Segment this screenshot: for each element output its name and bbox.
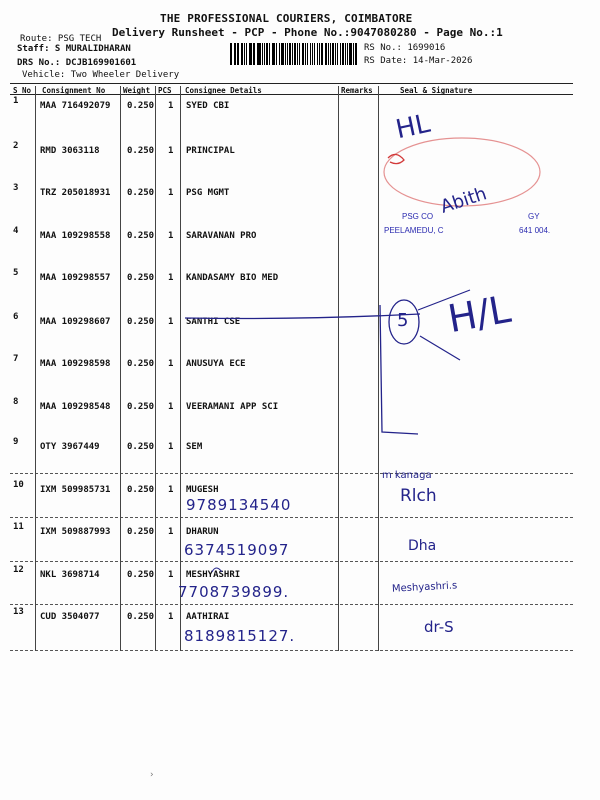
phone-row-10: 9789134540 (186, 496, 292, 514)
row-consignment-no: MAA 109298548 (40, 402, 111, 412)
row-consignee: PSG MGMT (186, 188, 230, 198)
col-sno: S No (13, 86, 32, 95)
row-consignee: SYED CBI (186, 101, 230, 111)
stamp-line-4: 641 004. (519, 226, 551, 235)
signature-row-13: dr-S (424, 618, 454, 636)
signature-row-10: Rlch (400, 486, 437, 506)
row-consignment-no: MAA 109298607 (40, 317, 111, 327)
vehicle-label: Vehicle: Two Wheeler Delivery (22, 70, 180, 80)
row-consignment-no: RMD 3063118 (40, 146, 100, 156)
col-remarks: Remarks (341, 86, 373, 95)
col-seal-signature: Seal & Signature (400, 86, 473, 95)
row-consignee: VEERAMANI APP SCI (186, 402, 279, 412)
row-sno: 12 (13, 565, 24, 575)
signature-hl-small: HL (393, 108, 433, 146)
rs-number: RS No.: 1699016 (364, 43, 446, 53)
route-label: Route: PSG TECH (20, 34, 102, 44)
row-sno: 11 (13, 522, 24, 532)
phone-row-11: 6374519097 (184, 541, 290, 559)
ink-curve (212, 568, 222, 572)
row-consignee: PRINCIPAL (186, 146, 235, 156)
row-sno: 3 (13, 183, 19, 193)
row-weight: 0.250 (127, 146, 155, 156)
row-weight: 0.250 (127, 101, 155, 111)
row-weight: 0.250 (127, 317, 155, 327)
row-weight: 0.250 (127, 442, 155, 452)
row-consignment-no: OTY 3967449 (40, 442, 100, 452)
strike-line (185, 314, 420, 319)
row-consignee: MESHYASHRI (186, 570, 241, 580)
row-sno: 13 (13, 607, 24, 617)
row-weight: 0.250 (127, 273, 155, 283)
row-weight: 0.250 (127, 485, 155, 495)
col-pcs: PCS (158, 86, 172, 95)
row-consignment-no: CUD 3504077 (40, 612, 100, 622)
row-pcs: 1 (168, 188, 174, 198)
row-consignment-no: MAA 109298557 (40, 273, 111, 283)
row-pcs: 1 (168, 527, 174, 537)
row-sno: 2 (13, 141, 19, 151)
circled-number: 5 (397, 310, 409, 331)
row-consignee: AATHIRAI (186, 612, 230, 622)
signature-note-row-10: m kanaga (382, 470, 432, 481)
row-consignment-no: MAA 109298598 (40, 359, 111, 369)
row-consignee: MUGESH (186, 485, 219, 495)
row-pcs: 1 (168, 442, 174, 452)
signature-hl-big: H/L (444, 286, 514, 342)
row-pcs: 1 (168, 612, 174, 622)
row-weight: 0.250 (127, 570, 155, 580)
row-consignee: SARAVANAN PRO (186, 231, 257, 241)
row-pcs: 1 (168, 146, 174, 156)
row-sno: 9 (13, 437, 19, 447)
stamp-line-3: PEELAMEDU, C (384, 226, 444, 235)
row-consignment-no: MAA 109298558 (40, 231, 111, 241)
row-pcs: 1 (168, 570, 174, 580)
page-mark: › (150, 770, 154, 780)
row-sno: 8 (13, 397, 19, 407)
phone-row-13: 8189815127. (184, 627, 296, 645)
row-consignee: KANDASAMY BIO MED (186, 273, 279, 283)
stamp-line-1: PSG CO (402, 212, 434, 221)
signature-row-12: Meshyashri.s (391, 580, 458, 595)
rs-date: RS Date: 14-Mar-2026 (364, 56, 473, 66)
col-consignee: Consignee Details (185, 86, 262, 95)
row-pcs: 1 (168, 317, 174, 327)
row-weight: 0.250 (127, 359, 155, 369)
row-pcs: 1 (168, 485, 174, 495)
row-consignment-no: TRZ 205018931 (40, 188, 111, 198)
row-weight: 0.250 (127, 231, 155, 241)
row-sno: 1 (13, 96, 19, 106)
row-sno: 5 (13, 268, 19, 278)
staff-label: Staff: S MURALIDHARAN (17, 44, 131, 54)
drs-number: DRS No.: DCJB169901601 (17, 58, 137, 68)
row-weight: 0.250 (127, 612, 155, 622)
row-pcs: 1 (168, 231, 174, 241)
row-consignment-no: IXM 509887993 (40, 527, 111, 537)
row-consignment-no: MAA 716492079 (40, 101, 111, 111)
row-pcs: 1 (168, 402, 174, 412)
col-consignment: Consignment No (42, 86, 106, 95)
signature-row-11: Dha (408, 538, 437, 554)
row-pcs: 1 (168, 273, 174, 283)
row-consignee: ANUSUYA ECE (186, 359, 246, 369)
row-sno: 6 (13, 312, 19, 322)
phone-row-12: 7708739899. (178, 583, 290, 601)
col-weight: Weight (123, 86, 151, 95)
row-consignee: SEM (186, 442, 203, 452)
row-consignment-no: IXM 509985731 (40, 485, 111, 495)
row-pcs: 1 (168, 359, 174, 369)
company-title: THE PROFESSIONAL COURIERS, COIMBATORE (160, 12, 413, 25)
runsheet-title: Delivery Runsheet - PCP - Phone No.:9047080280 - Page No.:1 (112, 26, 503, 39)
signature-stamp-scrawl: Abith (437, 183, 490, 218)
row-weight: 0.250 (127, 402, 155, 412)
row-sno: 10 (13, 480, 24, 490)
row-weight: 0.250 (127, 527, 155, 537)
row-weight: 0.250 (127, 188, 155, 198)
row-consignment-no: NKL 3698714 (40, 570, 100, 580)
row-consignee: DHARUN (186, 527, 219, 537)
row-pcs: 1 (168, 101, 174, 111)
row-sno: 4 (13, 226, 19, 236)
row-sno: 7 (13, 354, 19, 364)
stamp-line-2: GY (528, 212, 540, 221)
row-consignee: SANTHI CSE (186, 317, 241, 327)
